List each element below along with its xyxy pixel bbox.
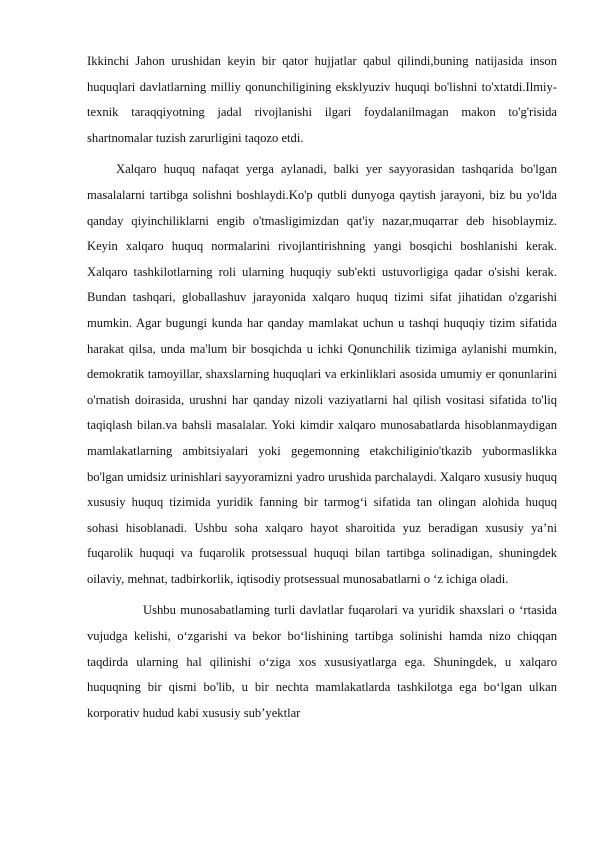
paragraph-1: Ikkinchi Jahon urushidan keyin bir qator hujjatlar qabul qilindi,buning natijasida inson huquqlari davlatlarning milliy qonunchiligining eksklyuziv huquqi bo'lishni to'xtatdi.Ilmiy-texnik taraqqiyotning jadal rivojlanishi ilgari foydalanilmagan makon to'g'risida shartnomalar tuzish zarurligini taqozo etdi.: [87, 54, 557, 145]
paragraph-2: Xalqaro huquq nafaqat yerga aylanadi, balki yer sayyorasidan tashqarida bo'lgan masalalarni tartibga solishni boshlaydi.Ko'p qutbli dunyoga qaytish jarayoni, biz bu yo'lda qanday qiyinchiliklarni engib o'tmasligimizdan qat'iy nazar,muqarrar deb hisoblaymiz. Keyin xalqaro huquq normalarini rivojlantirishning yangi bosqichi boshlanishi kerak. Xalqaro tashkilotlarning roli ularning huquqiy sub'ekti ustuvorligiga qadar o'sishi kerak. Bundan tashqari, globallashuv jarayonida xalqaro huquq tizimi sifat jihatidan o'zgarishi mumkin. Agar bugungi kunda har qanday mamlakat uchun u tashqi huquqiy tizim sifatida harakat qilsa, unda ma'lum bir bosqichda u ichki Qonunchilik tizimiga aylanishi mumkin, demokratik tamoyillar, shaxslarning huquqlari va erkinliklari asosida umumiy er qonunlarini o'rnatish doirasida, urushni har qanday nizoli vaziyatlarni hal qilish vositasi sifatida to'liq taqiqlash bilan.va bahsli masalalar. Yoki kimdir xalqaro munosabatlarda hisoblanmaydigan mamlakatlarning ambitsiyalari yoki gegemonning etakchiliginio'tkazib yubormaslikka bo'lgan umidsiz urinishlari sayyoramizni yadro urushida parchalaydi. Xalqaro xususiy huquq xususiy huquq tizimida yuridik fanning bir tarmog‘i sifatida tan olingan alohida huquq sohasi hisoblanadi. Ushbu soha xalqaro hayot sharoitida yuz beradigan xususiy ya’ni fuqarolik huquqi va fuqarolik protsessual huquqi bilan tartibga solinadigan, shuningdek oilaviy, mehnat, tadbirkorlik, iqtisodiy protsessual munosabatlarni o ‘z ichiga oladi.: [87, 162, 557, 586]
paragraph-3: Ushbu munosabatlaming turli davlatlar fuqarolari va yuridik shaxslari o ‘rtasida vujudga kelishi, o‘zgarishi va bekor bo‘lishining tartibga solinishi hamda nizo chiqqan taqdirda ularning hal qilinishi o‘ziga xos xususiyatlarga ega. Shuningdek, u xalqaro huquqning bir qismi bo'lib, u bir nechta mamlakatlarda tashkilotga ega bo‘lgan ulkan korporativ hudud kabi xususiy sub’yektlar: [87, 603, 557, 720]
